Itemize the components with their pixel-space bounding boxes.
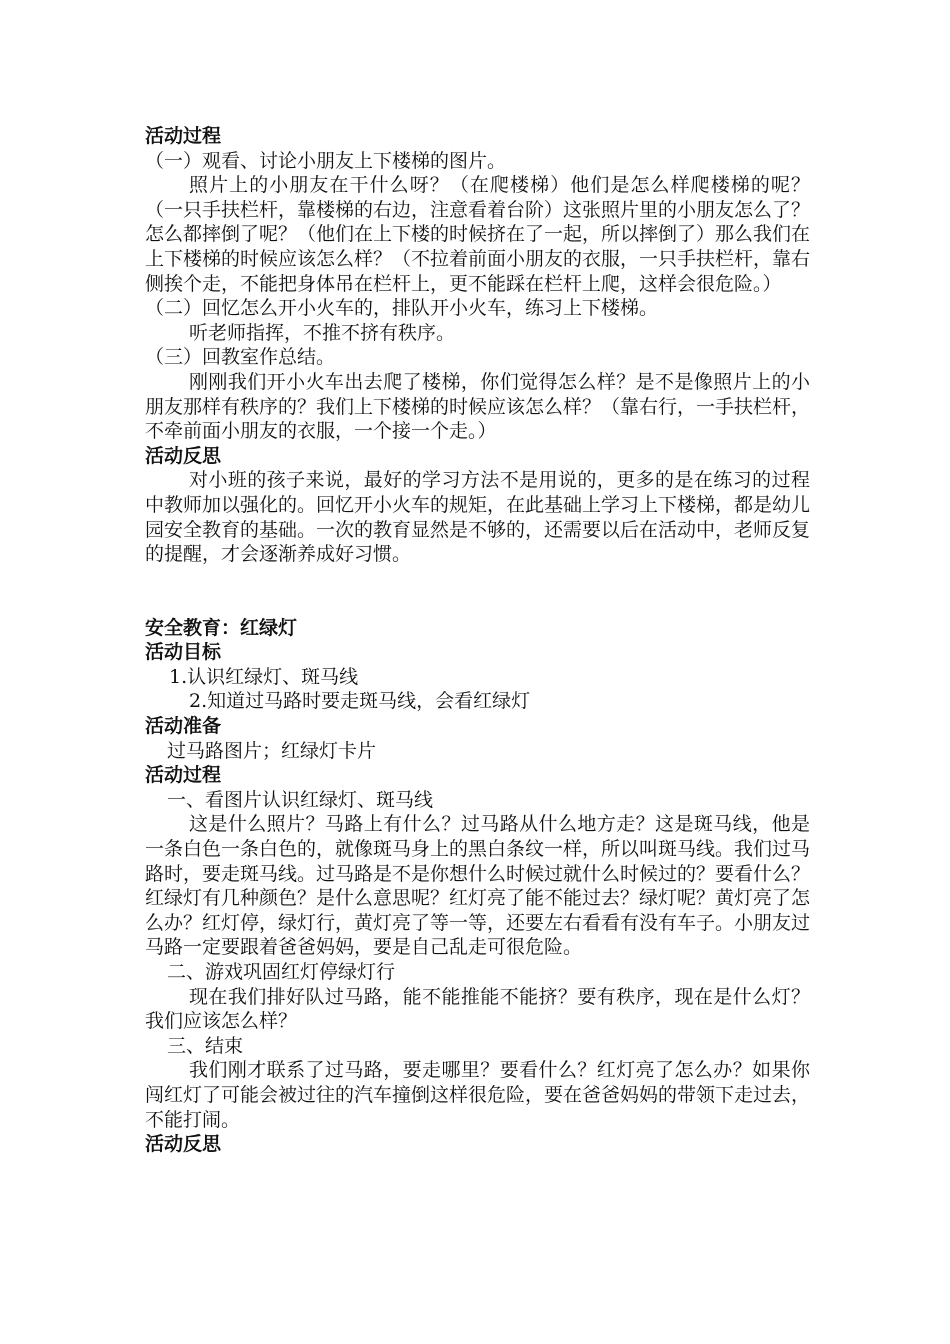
goal-heading: 活动目标	[145, 641, 222, 664]
step1-title-2: 一、看图片认识红绿灯、斑马线	[167, 788, 434, 811]
process-heading-2: 活动过程	[145, 764, 222, 787]
step3-title-1: （三）回教室作总结。	[145, 346, 336, 369]
section-title: 安全教育：红绿灯	[145, 616, 298, 639]
step3-body-1: 刚刚我们开小火车出去爬了楼梯，你们觉得怎么样？是不是像照片上的小朋友那样有秩序的？我们上下楼梯的时候应该怎么样？（靠右行，一手扶栏杆，不牵前面小朋友的衣服，一个接一个走。）	[145, 370, 811, 443]
reflection-body-1: 对小班的孩子来说，最好的学习方法不是用说的，更多的是在练习的过程中教师加以强化的。回忆开小火车的规矩，在此基础上学习上下楼梯，都是幼儿园安全教育的基础。一次的教育显然是不够的，还需要以后在活动中，老师反复的提醒，才会逐渐养成好习惯。	[145, 469, 811, 566]
step2-title-2: 二、游戏巩固红灯停绿灯行	[167, 961, 396, 983]
goal-item-1: 1.认识红绿灯、斑马线	[169, 665, 359, 688]
step1-body-1: 照片上的小朋友在干什么呀？（在爬楼梯）他们是怎么样爬楼梯的呢？（一只手扶栏杆，靠楼梯的右边，注意看着台阶）这张照片里的小朋友怎么了？怎么都摔倒了呢？（他们在上下楼的时候挤在了一起，所以摔倒了）那么我们在上下楼梯的时候应该怎么样？（不拉着前面小朋友的衣服，一只手扶栏杆，靠右侧挨个走，不能把身体吊在栏杆上，更不能踩在栏杆上爬，这样会很危险。）	[145, 174, 811, 295]
step1-title-1: （一）观看、讨论小朋友上下楼梯的图片。	[145, 149, 507, 172]
document-page	[145, 124, 810, 1157]
prep-heading: 活动准备	[145, 715, 222, 738]
prep-body: 过马路图片；红绿灯卡片	[167, 739, 377, 762]
step2-title-1: （二）回忆怎么开小火车的，排队开小火车，练习上下楼梯。	[145, 297, 659, 320]
section-spacer	[145, 567, 810, 616]
reflection-heading-1: 活动反思	[145, 444, 222, 467]
reflection-heading-2: 活动反思	[145, 1133, 222, 1156]
step1-body-2: 这是什么照片？马路上有什么？过马路从什么地方走？这是斑马线，他是一条白色一条白色的，就像斑马身上的黑白条纹一样，所以叫斑马线。我们过马路时，要走斑马线。过马路是不是你想什么时候过就什么时候过的？要看什么？红绿灯有几种颜色？是什么意思呢？红灯亮了能不能过去？绿灯呢？黄灯亮了怎么办？红灯停，绿灯行，黄灯亮了等一等，还要左右看看有没有车子。小朋友过马路一定要跟着爸爸妈妈，要是自己乱走可很危险。	[145, 813, 811, 959]
step2-body-1: 听老师指挥，不推不挤有秩序。	[189, 321, 456, 344]
step3-title-2: 三、结束	[167, 1034, 244, 1057]
step3-body-2: 我们刚才联系了过马路，要走哪里？要看什么？红灯亮了怎么办？如果你闯红灯了可能会被过往的汽车撞倒这样很危险，要在爸爸妈妈的带领下走过去，不能打闹。	[145, 1059, 811, 1131]
goal-item-2: 2.知道过马路时要走斑马线，会看红绿灯	[189, 690, 531, 713]
process-heading-1: 活动过程	[145, 125, 222, 147]
step2-body-2: 现在我们排好队过马路，能不能推能不能挤？要有秩序，现在是什么灯？我们应该怎么样？	[145, 985, 810, 1033]
